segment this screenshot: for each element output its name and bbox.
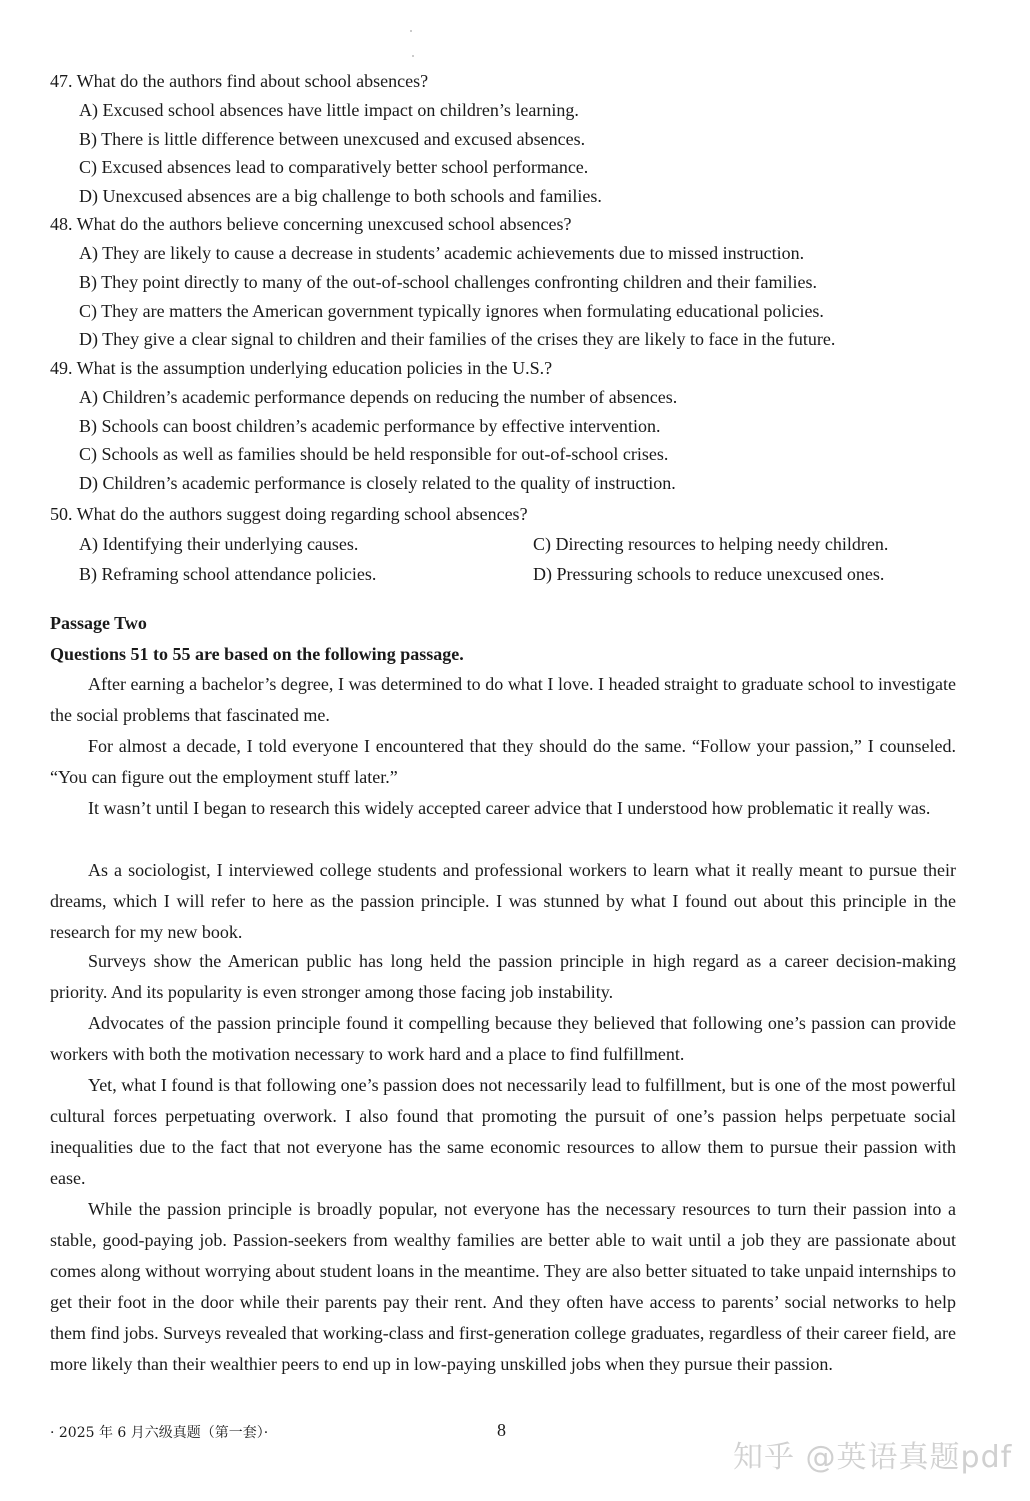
- exam-label: · 2025 年 6 月六级真题（第一套）·: [50, 1425, 269, 1441]
- question-47-option-d: D) Unexcused absences are a big challenge to both schools and families.: [79, 186, 602, 206]
- question-50-option-d: D) Pressuring schools to reduce unexcused ones.: [533, 564, 885, 584]
- question-48-option-d: D) They give a clear signal to children and their families of the crises they are likely to face in the future.: [79, 329, 836, 349]
- question-49-option-d: D) Children’s academic performance is closely related to the quality of instruction.: [79, 473, 676, 493]
- passage-paragraph-4: As a sociologist, I interviewed college students and professional workers to learn what it really meant to pursue their dreams, which I will refer to here as the passion principle. I was stunned by what I found out about this principle in the research for my new book.: [50, 860, 956, 942]
- question-47-option-b: B) There is little difference between unexcused and excused absences.: [79, 129, 586, 149]
- scan-speck: [410, 30, 412, 32]
- question-48-option-a: A) They are likely to cause a decrease in students’ academic achievements due to missed instruction.: [79, 243, 805, 263]
- passage-paragraph-2: For almost a decade, I told everyone I encountered that they should do the same. “Follow your passion,” I counseled. “You can figure out the employment stuff later.”: [50, 736, 956, 787]
- question-48-option-b: B) They point directly to many of the out-of-school challenges confronting children and their families.: [79, 272, 817, 292]
- passage-paragraph-5: Surveys show the American public has long held the passion principle in high regard as a career decision-making priority. And its popularity is even stronger among those facing job instability.: [50, 951, 956, 1002]
- question-47-option-a: A) Excused school absences have little impact on children’s learning.: [79, 100, 579, 120]
- question-50-stem: 50. What do the authors suggest doing regarding school absences?: [50, 504, 528, 524]
- question-49-option-c: C) Schools as well as families should be held responsible for out-of-school crises.: [79, 444, 669, 464]
- question-50-option-b: B) Reframing school attendance policies.: [79, 564, 377, 584]
- question-50-option-c: C) Directing resources to helping needy children.: [533, 534, 889, 554]
- passage-title: Passage Two: [50, 613, 147, 633]
- passage-paragraph-3: It wasn’t until I began to research this widely accepted career advice that I understood how problematic it really was.: [88, 798, 931, 818]
- question-50-option-a: A) Identifying their underlying causes.: [79, 534, 359, 554]
- question-47-stem: 47. What do the authors find about school absences?: [50, 71, 429, 91]
- question-48-stem: 48. What do the authors believe concerning unexcused school absences?: [50, 214, 572, 234]
- question-48-option-c: C) They are matters the American government typically ignores when formulating educational policies.: [79, 301, 824, 321]
- passage-instruction: Questions 51 to 55 are based on the following passage.: [50, 644, 464, 664]
- question-49-option-b: B) Schools can boost children’s academic performance by effective intervention.: [79, 416, 661, 436]
- passage-paragraph-8: While the passion principle is broadly popular, not everyone has the necessary resources to turn their passion into a stable, good-paying job. Passion-seekers from wealthy families are better able to wait until a job they are passionate about comes along without worrying about student loans in the meantime. They are also better situated to take unpaid internships to get their foot in the door while their parents pay their rent. And they often have access to parents’ social networks to help them find jobs. Surveys revealed that working-class and first-generation college graduates, regardless of their career field, are more likely than their wealthier peers to end up in low-paying unskilled jobs when they pursue their passion.: [50, 1199, 956, 1374]
- page-number: 8: [497, 1420, 506, 1440]
- question-49-stem: 49. What is the assumption underlying education policies in the U.S.?: [50, 358, 553, 378]
- scan-speck: [412, 55, 414, 57]
- watermark: 知乎 @英语真题pdf: [733, 1440, 1013, 1475]
- passage-paragraph-1: After earning a bachelor’s degree, I was determined to do what I love. I headed straight to graduate school to investigate the social problems that fascinated me.: [50, 674, 956, 725]
- passage-paragraph-6: Advocates of the passion principle found it compelling because they believed that following one’s passion can provide workers with both the motivation necessary to work hard and a place to find fulfillment.: [50, 1013, 956, 1064]
- passage-paragraph-7: Yet, what I found is that following one’s passion does not necessarily lead to fulfillment, but is one of the most powerful cultural forces perpetuating overwork. I also found that promoting the pursuit of one’s passion helps perpetuate social inequalities due to the fact that not everyone has the same economic resources to allow them to pursue their passion with ease.: [50, 1075, 956, 1188]
- question-49-option-a: A) Children’s academic performance depends on reducing the number of absences.: [79, 387, 678, 407]
- question-47-option-c: C) Excused absences lead to comparatively better school performance.: [79, 157, 589, 177]
